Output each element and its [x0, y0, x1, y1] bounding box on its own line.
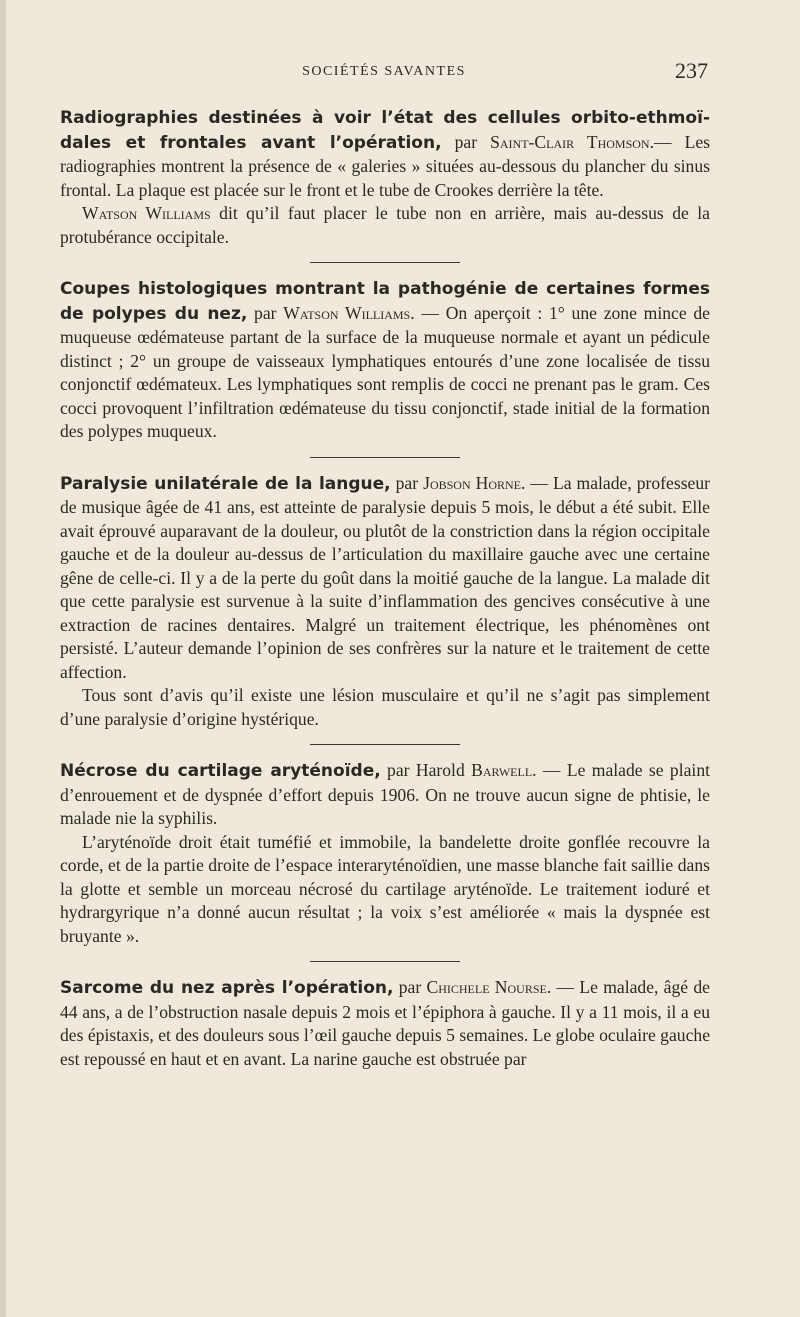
section-text: . — Le malade, âgé de 44 ans, a de l’obstruction nasale depuis 2 mois et l’épiphora à gauche. Il y a 11 mois, il a eu des épistaxis, et des douleurs sous l’œil gauche depuis 5 semaines. Le globe oculaire gauche est repoussé en haut et en avant. La narine gauche est obstruée par — [60, 977, 710, 1069]
author-name: Watson Williams — [82, 203, 211, 223]
section-text: Tous sont d’avis qu’il existe une lésion musculaire et qu’il ne s’agit pas simplement d’une paralysie d’origine hystérique. — [60, 685, 710, 729]
author-name: Jobson Horne — [423, 472, 521, 493]
section-coupes-histologiques — [60, 277, 710, 444]
section-text: . — La malade, professeur de musique âgée de 41 ans, est atteinte de paralysie depuis 5 mois, le début a été subit. Elle avait éprouvé auparavant de la douleur, ou plutôt de la constriction dans la région occipitale gauche et de la douleur au-dessus de l’articulation du maxillaire gauche avec une certaine gêne de celle-ci. Il y a de la perte du goût dans la moitié gauche de la langue. La malade dit que cette paralysie est survenue à la suite d’inflammation des gencives consécutive à une extraction de racines dentaires. Malgré un traitement électrique, les phénomènes ont persisté. L’auteur demande l’opinion de ses confrères sur la nature et le traitement de cette affection. — [60, 472, 711, 682]
section-necrose — [60, 759, 710, 948]
by-text: par — [247, 302, 284, 323]
section-paragraph — [60, 759, 710, 831]
page-edge — [0, 0, 6, 1317]
section-paragraph — [60, 277, 710, 444]
by-text: par — [393, 977, 427, 997]
section-heading: Nécrose du cartilage aryténoïde, — [60, 761, 381, 781]
page-body — [60, 106, 710, 1071]
section-text: dit qu’il faut placer le tube non en arrière, mais au-dessus de la protubérance occipitale. — [60, 203, 710, 247]
author-name: Saint-Clair Thomson — [490, 131, 650, 152]
section-text: .— Les radiographies montrent la présence de « galeries » situées au-dessous du plancher du sinus frontal. La plaque est placée sur le front et le tube de Crookes derrière la tête. — [60, 131, 710, 200]
section-paragraph — [60, 202, 710, 249]
section-divider — [310, 744, 460, 745]
section-text: L’aryténoïde droit était tuméfié et immobile, la bandelette droite gonflée recouvre la corde, et de la partie droite de l’espace interaryténoïdien, une masse blanche fait saillie dans la glotte et semble un morceau nécrosé du cartilage aryténoïde. Le traitement ioduré et hydrargyrique n’a donné aucun résultat ; la voix s’est améliorée « mais la dyspnée est bruyante ». — [60, 831, 710, 946]
section-divider — [310, 961, 460, 962]
by-text: par Harold — [380, 760, 472, 780]
section-paragraph — [60, 472, 710, 685]
section-paralysie — [60, 472, 710, 732]
author-name: Chichele Nourse — [426, 977, 547, 997]
author-name: Watson Williams — [283, 302, 411, 323]
section-paragraph — [60, 831, 710, 949]
section-paragraph — [60, 684, 710, 731]
running-head — [60, 58, 708, 86]
by-text: par — [441, 131, 491, 152]
author-name: Barwell — [471, 760, 533, 780]
section-sarcome — [60, 976, 710, 1071]
section-radiographies — [60, 106, 710, 249]
section-paragraph — [60, 976, 710, 1071]
page-number: 237 — [675, 58, 708, 83]
section-heading: Coupes histologiques montrant la pathogénie de certaines formes de polypes du nez, — [60, 279, 710, 324]
section-heading: Paralysie unilatérale de la langue, — [60, 473, 391, 494]
section-heading: Radiographies destinées à voir l’état des cellules orbito-ethmoïdales et frontales avant l’opération, — [60, 108, 710, 153]
section-paragraph — [60, 106, 710, 202]
section-text: . — Le malade se plaint d’enrouement et de dyspnée d’effort depuis 1906. On ne trouve aucun signe de phtisie, le malade nie la syphilis. — [60, 760, 711, 828]
section-heading: Sarcome du nez après l’opération, — [60, 978, 394, 998]
running-title: SOCIÉTÉS SAVANTES — [302, 64, 466, 79]
section-divider — [310, 262, 460, 263]
section-divider — [310, 457, 460, 458]
section-text: . — On aperçoit : 1° une zone mince de muqueuse œdémateuse partant de la surface de la muqueuse normale et ayant un pédicule distinct ; 2° un groupe de vaisseaux lymphatiques entourés d’une zone localisée de tissu conjonctif œdémateux. Les lymphatiques sont remplis de cocci ne prenant pas le gram. Ces cocci provoquent l’infiltration œdémateuse du tissu conjonctif, stade initial de la formation des polypes muqueux. — [60, 302, 710, 441]
by-text: par — [390, 472, 424, 493]
